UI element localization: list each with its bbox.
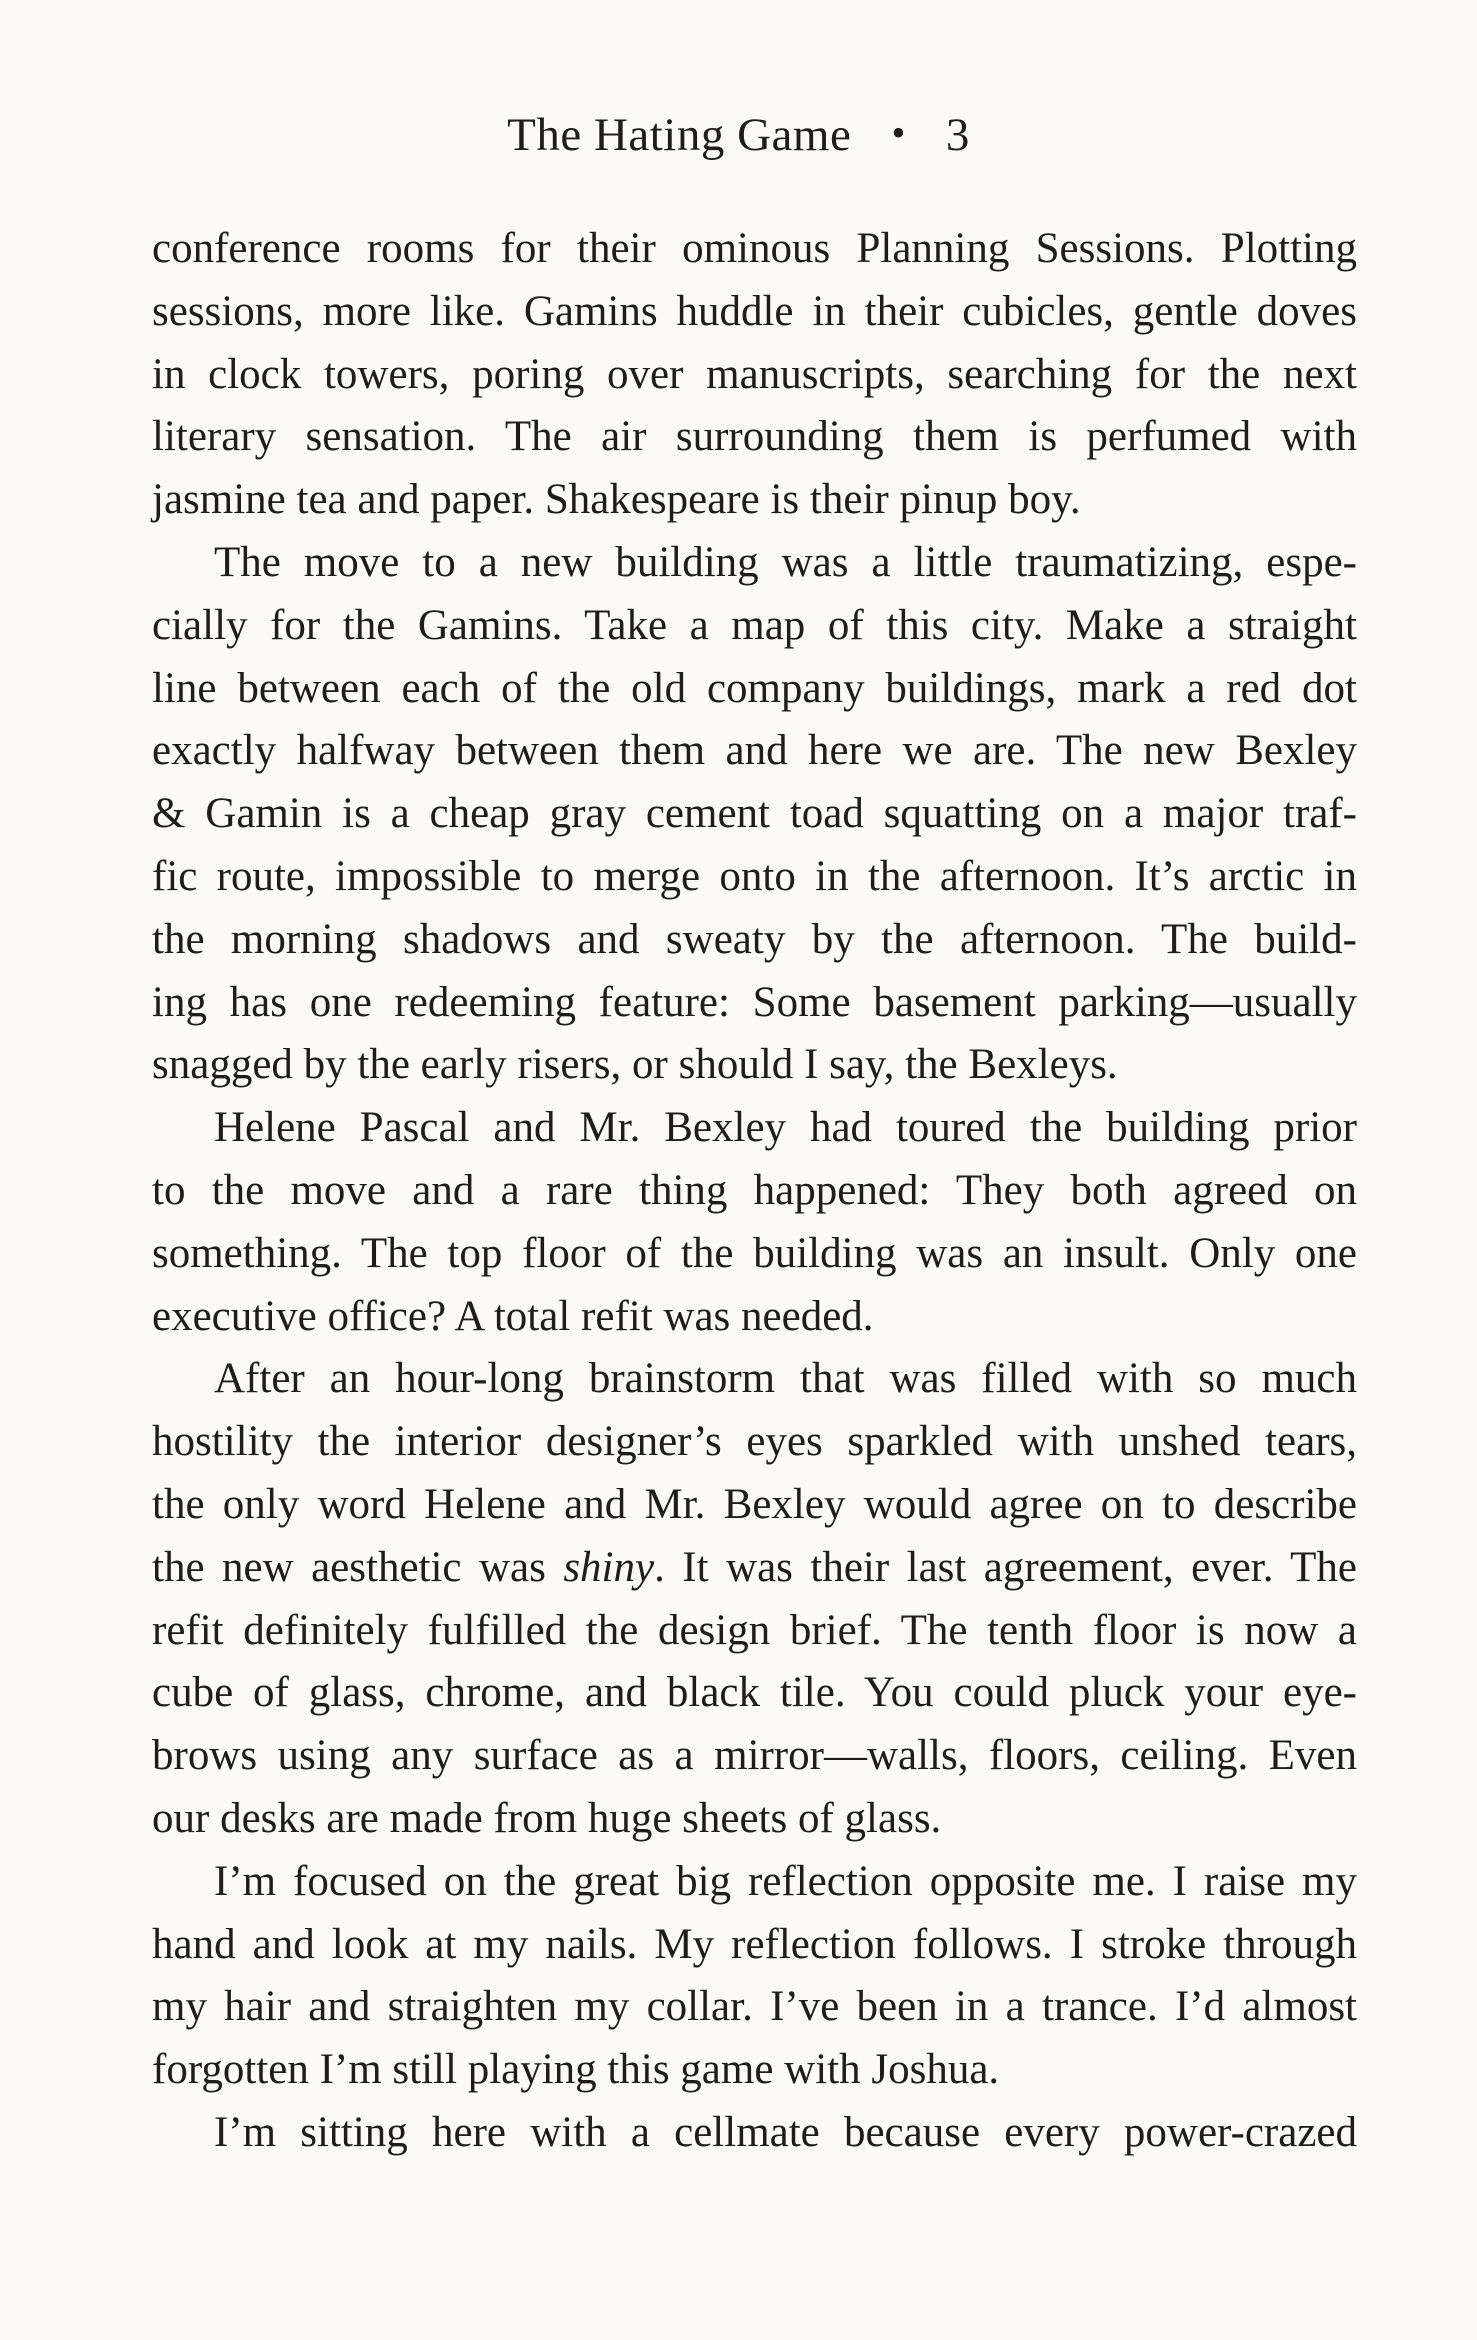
text-line: Helene Pascal and Mr. Bexley had toured the building prior [214, 1104, 1357, 1152]
text-line: literary sensation. The air surrounding them is perfumed with [152, 413, 1357, 461]
header-separator: • [891, 110, 906, 155]
text-line: in clock towers, poring over manuscripts, searching for the next [152, 350, 1357, 398]
text-line: sessions, more like. Gamins huddle in their cubicles, gentle doves [152, 287, 1357, 335]
text-line: The move to a new building was a little traumatizing, espe- [214, 538, 1357, 586]
text-line: hostility the interior designer’s eyes sparkled with unshed tears, [152, 1418, 1357, 1466]
text-line: the new aesthetic was shiny. It was their last agreement, ever. The [152, 1543, 1357, 1591]
text-line: refit definitely fulfilled the design brief. The tenth floor is now a [152, 1606, 1357, 1654]
text-line: our desks are made from huge sheets of glass. [152, 1794, 942, 1842]
text-line: fic route, impossible to merge onto in the afternoon. It’s arctic in [152, 852, 1357, 900]
text-line: snagged by the early risers, or should I say, the Bexleys. [152, 1041, 1118, 1089]
text-line: to the move and a rare thing happened: They both agreed on [152, 1166, 1357, 1214]
text-line: cially for the Gamins. Take a map of this city. Make a straight [152, 601, 1357, 649]
italic-word: shiny [563, 1543, 655, 1591]
text-line: I’m sitting here with a cellmate because every power-crazed [214, 2108, 1357, 2156]
text-line: & Gamin is a cheap gray cement toad squatting on a major traf- [152, 790, 1357, 838]
body-text [152, 218, 1357, 2165]
text-line: cube of glass, chrome, and black tile. You could pluck your eye- [152, 1669, 1357, 1717]
text-line: forgotten I’m still playing this game with Joshua. [152, 2046, 1000, 2094]
text-line: jasmine tea and paper. Shakespeare is their pinup boy. [152, 476, 1081, 524]
running-header [0, 108, 1477, 162]
text-line: exactly halfway between them and here we are. The new Bexley [152, 727, 1357, 775]
text-line: hand and look at my nails. My reflection follows. I stroke through [152, 1920, 1357, 1968]
book-title: The Hating Game [507, 109, 852, 161]
text-line: something. The top floor of the building was an insult. Only one [152, 1229, 1357, 1277]
text-line: the morning shadows and sweaty by the afternoon. The build- [152, 915, 1357, 963]
text-line: the only word Helene and Mr. Bexley would agree on to describe [152, 1480, 1357, 1528]
text-line: conference rooms for their ominous Planning Sessions. Plotting [152, 225, 1357, 272]
text-line: I’m focused on the great big reflection opposite me. I raise my [214, 1857, 1357, 1905]
text-line: brows using any surface as a mirror—walls, floors, ceiling. Even [152, 1732, 1357, 1780]
text-line: After an hour-long brainstorm that was filled with so much [214, 1355, 1357, 1403]
text-line: executive office? A total refit was needed. [152, 1292, 874, 1340]
text-line: line between each of the old company buildings, mark a red dot [152, 664, 1357, 712]
text-line: ing has one redeeming feature: Some basement parking—usually [152, 978, 1357, 1026]
text-line: my hair and straighten my collar. I’ve been in a trance. I’d almost [152, 1983, 1357, 2031]
page-number: 3 [945, 109, 970, 161]
